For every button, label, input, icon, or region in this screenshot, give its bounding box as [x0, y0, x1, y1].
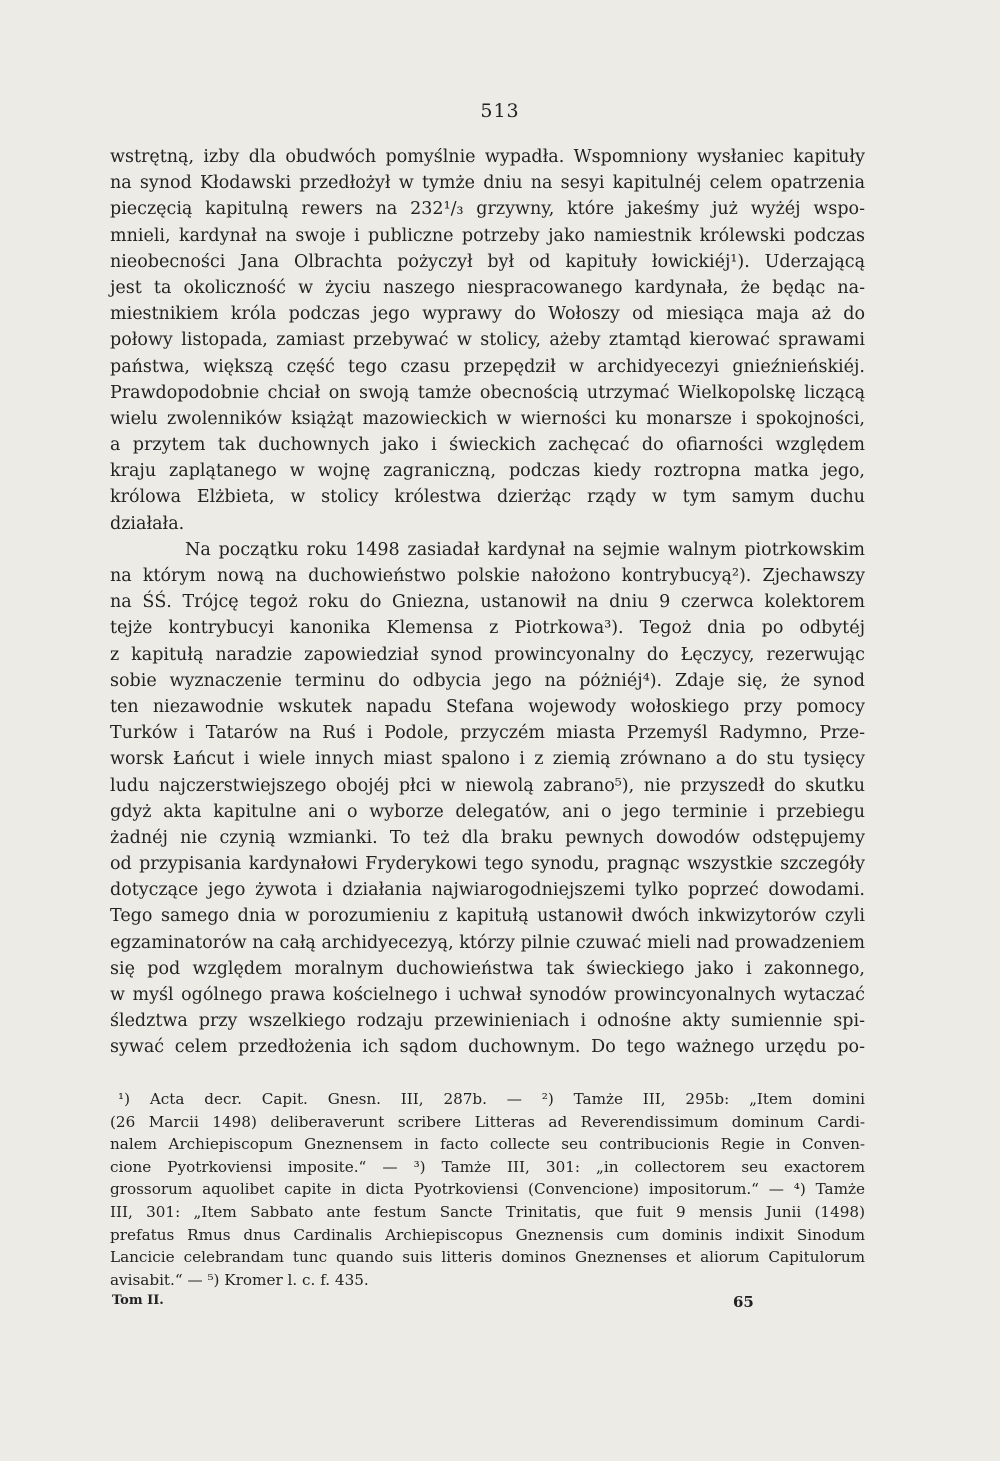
- body-line: państwa, większą część tego czasu przepędził w archidyecezyi gnieźnieńskiéj.: [110, 356, 865, 377]
- body-line: sywać celem przedłożenia ich sądom duchownym. Do tego ważnego urzędu po-: [110, 1037, 865, 1058]
- body-line: Prawdopodobnie chciał on swoją tamże obecnością utrzymać Wielkopolskę liczącą: [110, 382, 865, 403]
- body-line: na którym nową na duchowieństwo polskie nałożono kontrybucyą²). Zjechawszy: [110, 566, 865, 586]
- footnote-line: Lancicie celebrandam tunc quando suis litteris dominos Gneznenses et aliorum Capitulorum: [110, 1248, 865, 1267]
- body-line: sobie wyznaczenie terminu do odbycia jego na póżniéj⁴). Zdaje się, że synod: [110, 670, 865, 691]
- body-line: od przypisania kardynałowi Fryderykowi tego synodu, pragnąc wszystkie szczegóły: [110, 854, 865, 875]
- footnote-line: ¹) Acta decr. Capit. Gnesn. III, 287b. — ²) Tamże III, 295b: „Item domini: [118, 1090, 865, 1108]
- footnote-line: grossorum aquolibet capite in dicta Pyotrkoviensi (Convencione) impositorum.“ — ⁴) Tamże: [110, 1180, 865, 1199]
- body-line: się pod względem moralnym duchowieństwa tak świeckiego jako i zakonnego,: [110, 958, 865, 979]
- footnote-line: cione Pyotrkoviensi imposite.“ — ³) Tamże III, 301: „in collectorem seu exactorem: [110, 1157, 865, 1176]
- body-line: połowy listopada, zamiast przebywać w stolicy, ażeby ztamtąd kierować sprawami: [110, 330, 865, 351]
- body-line: z kapitułą naradzie zapowiedział synod prowincyonalny do Łęczycy, rezerwując: [110, 644, 865, 665]
- body-line: dotyczące jego żywota i działania najwiarogodniejszemi tylko poprzeć dowodami.: [110, 880, 865, 901]
- body-line: ten niezawodnie wskutek napadu Stefana wojewody wołoskiego przy pomocy: [110, 696, 865, 717]
- body-line: nieobecności Jana Olbrachta pożyczył był od kapituły łowickiéj¹). Uderzającą: [110, 251, 865, 272]
- body-line: żadnéj nie czynią wzmianki. To też dla braku pewnych dowodów odstępujemy: [110, 827, 865, 848]
- body-line: mnieli, kardynał na swoje i publiczne potrzeby jako namiestnik królewski podczas: [110, 225, 865, 246]
- body-line: gdyż akta kapitulne ani o wyborze delegatów, ani o jego terminie i przebiegu: [110, 801, 865, 822]
- body-line: egzaminatorów na całą archidyecezyą, którzy pilnie czuwać mieli nad prowadzeniem: [110, 932, 865, 953]
- body-text: [110, 144, 865, 1061]
- body-line: Tego samego dnia w porozumieniu z kapitułą ustanowił dwóch inkwizytorów czyli: [110, 906, 865, 927]
- body-line: a przytem tak duchownych jako i świeckich zachęcać do ofiarności względem: [110, 435, 865, 456]
- body-line: na ŚŚ. Trójcę tegoż roku do Gniezna, ustanowił na dniu 9 czerwca kolektorem: [110, 592, 865, 613]
- body-line: kraju zaplątanego w wojnę zagraniczną, podczas kiedy roztropna matka jego,: [110, 461, 865, 482]
- body-line: wielu zwolenników książąt mazowieckich w wierności ku monarsze i spokojności,: [110, 408, 865, 429]
- body-line: na synod Kłodawski przedłożył w tymże dniu na sesyi kapitulnéj celem opatrzenia: [110, 173, 865, 194]
- footnote-line: avisabit.“ — ⁵) Kromer l. c. f. 435.: [110, 1270, 369, 1289]
- sheet-signature: 65: [733, 1293, 754, 1311]
- footnote-line: nalem Archiepiscopum Gneznensem in facto collecte seu contribucionis Regie in Conven-: [110, 1135, 865, 1154]
- footnote-line: (26 Marcii 1498) deliberaverunt scribere Litteras ad Reverendissimum dominum Cardi-: [110, 1112, 865, 1131]
- body-line: wstrętną, izby dla obudwóch pomyślnie wypadła. Wspomniony wysłaniec kapituły: [110, 147, 865, 167]
- body-line: śledztwa przy wszelkiego rodzaju przewinieniach i odnośne akty sumiennie spi-: [110, 1011, 865, 1032]
- body-line: Turków i Tatarów na Ruś i Podole, przyczém miasta Przemyśl Radymno, Prze-: [110, 723, 865, 744]
- page-number: 513: [480, 100, 520, 122]
- body-line: ludu najczerstwiejszego obojéj płci w niewolą zabrano⁵), nie przyszedł do skutku: [110, 775, 865, 796]
- body-line: miestnikiem króla podczas jego wyprawy do Wołoszy od miesiąca maja aż do: [110, 304, 865, 325]
- body-line: worsk Łańcut i wiele innych miast spalono i z ziemią zrównano a do stu tysięcy: [110, 749, 865, 770]
- body-line: królowa Elżbieta, w stolicy królestwa dzierżąc rządy w tym samym duchu: [110, 487, 865, 508]
- body-line: Na początku roku 1498 zasiadał kardynał na sejmie walnym piotrkowskim: [185, 539, 865, 560]
- body-line: w myśl ogólnego prawa kościelnego i uchwał synodów prowincyonalnych wytaczać: [110, 985, 865, 1005]
- footnotes: [110, 1088, 865, 1291]
- footnote-line: prefatus Rmus dnus Cardinalis Archiepiscopus Gneznensis cum dominis indixit Sinodum: [110, 1225, 865, 1244]
- body-line: tejże kontrybucyi kanonika Klemensa z Piotrkowa³). Tegoż dnia po odbytéj: [110, 618, 865, 639]
- body-line: działała.: [110, 513, 185, 534]
- footnote-line: III, 301: „Item Sabbato ante festum Sancte Trinitatis, que fuit 9 mensis Junii (1498): [110, 1202, 865, 1221]
- body-line: pieczęcią kapitulną rewers na 232¹/₃ grzywny, które jakeśmy już wyżéj wspo-: [110, 199, 865, 220]
- volume-signature: Tom II.: [112, 1293, 164, 1308]
- body-line: jest ta okoliczność w życiu naszego niespracowanego kardynała, że będąc na-: [110, 277, 865, 298]
